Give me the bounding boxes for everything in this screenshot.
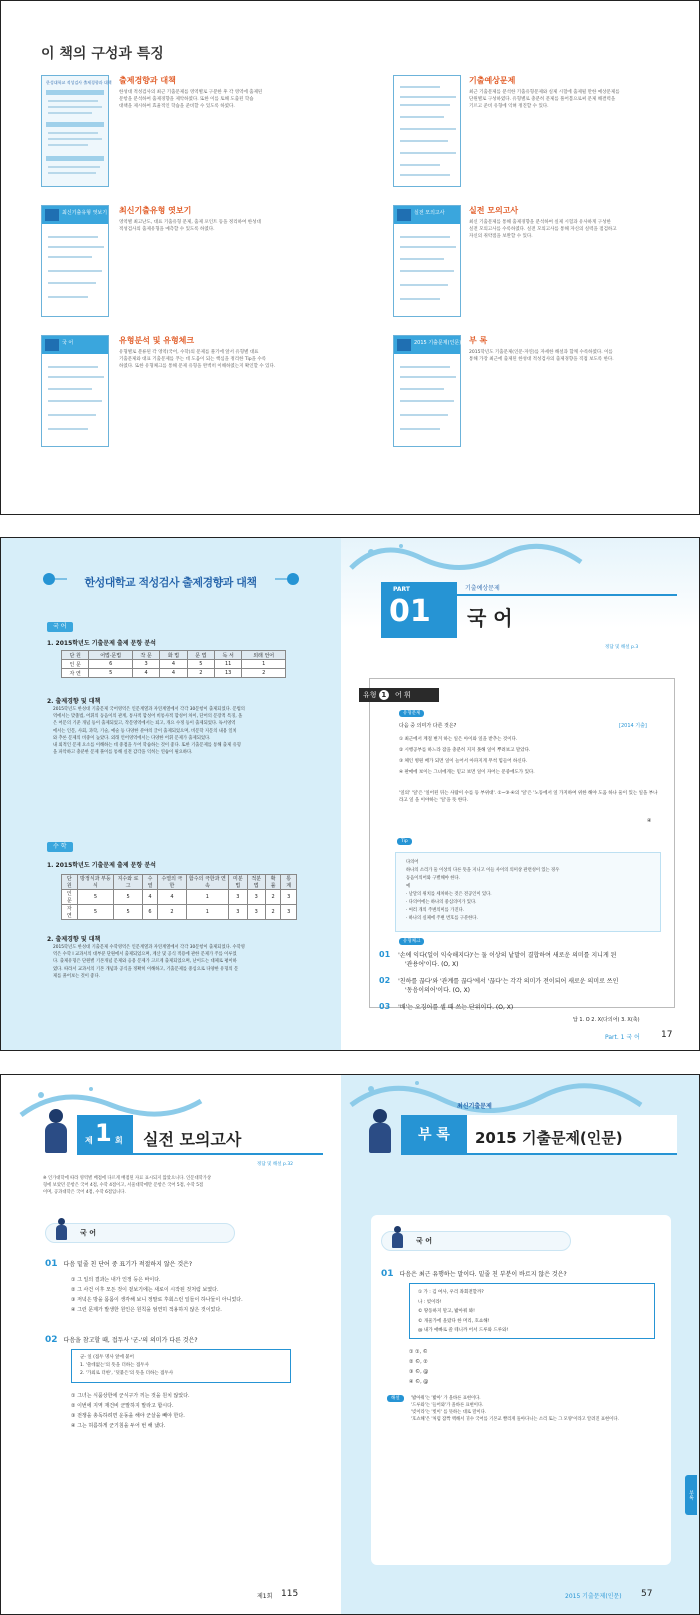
appendix-title: 2015 기출문제(인문) [475, 1129, 623, 1147]
korean-trend-text [53, 706, 303, 756]
table-cell: 적분법 [247, 875, 265, 890]
table-cell: 5 [114, 890, 142, 905]
table-cell: 4 [142, 890, 158, 905]
option-item: ④ ©, @ [409, 1379, 429, 1385]
page-number: 115 [281, 1589, 299, 1599]
ox-question-list [379, 950, 679, 1011]
feature-title: 출제경향과 대책 [119, 76, 176, 85]
notice-line: 형에 보았던 문항은 국어 4점, 수학 4점이고, 서울대학에만 문항은 국어 5점, 수학 5점 [43, 1183, 204, 1188]
text-line: 와 추론 문제의 비중이 높았다. 외래 언어영역에서는 다양한 어휘 문제가 출제되었다. [53, 735, 211, 741]
question-text: 다음 중 의미가 다른 것은? [399, 723, 457, 729]
table-cell: 2 [242, 669, 286, 678]
table-cell: 1 [242, 660, 286, 669]
ox-question: 02 '친하를 끊다'와 '관계를 끊다'에서 '끊다'는 각각 의미가 전이되어 새로운 의미로 쓰인 '동음이의어'이다. (O, X) [379, 976, 619, 994]
tip-box [395, 852, 661, 932]
table-cell: 3 [281, 890, 297, 905]
feature-thumbnail [41, 205, 109, 317]
thumbnail-caption: 한성대학교 적성검사 출제경향과 대책 [46, 80, 112, 85]
thumbnail-caption: 최신기출유형 엿보기 [62, 210, 108, 216]
ox-answers: 답 1. O 2. X(다의어) 3. X(축) [573, 1017, 640, 1023]
table-cell: 5 [89, 669, 133, 678]
table-cell: 자 연 [62, 905, 78, 920]
feature-description: 최신 기출문제를 통해 출제경향을 분석하여 실제 시험과 유사하게 구성한 실전 모의고사를 수록하였다. 실전 모의고사를 통해 자신의 실력을 점검하고 자신의 취약점을 보완할 수 있다. [469, 220, 617, 239]
feature-thumbnail [393, 75, 461, 187]
table-cell: 2 [187, 669, 214, 678]
table-cell: 2 [158, 905, 186, 920]
table-cell: 3 [229, 905, 247, 920]
option-item: ③ 전쟁을 총독하려면 운동을 해야 군살을 빼야 한다. [71, 1413, 185, 1419]
subheading: 2. 출제경향 및 대책 [47, 698, 101, 705]
box-line: © 개울가에 올랐다 한 머리, 호쇼해! [418, 1318, 490, 1324]
text-line: 2015학년도 한성대 기출문제 국어영역은 인문계열과 자연계열에서 각각 30문항이 출제되었다. 문법의 [53, 707, 245, 712]
section-chip-math: 수 학 [47, 842, 73, 852]
option-item: ① 최근에서 계절 변겨 하는 일은 아이와 일을 받추는 것이다. [399, 737, 518, 742]
table-cell: 통 계 [281, 875, 297, 890]
exam-notice [43, 1175, 293, 1196]
box-line: 2. '가외로 더한', '덧붙은'의 뜻을 더하는 접두사 [80, 1371, 174, 1376]
question-year: [2014 기출] [619, 723, 647, 729]
table-cell: 문 법 [187, 651, 214, 660]
table-cell: 함수의 극한과 연속 [186, 875, 229, 890]
section-chip-korean: 국 어 [47, 622, 73, 632]
table-cell: 4 [132, 669, 159, 678]
option-item: ④ 그는 허름하게 군기침을 두어 번 해 냈다. [71, 1423, 166, 1429]
mock-round-badge [77, 1115, 133, 1155]
question-2-reference-box [71, 1349, 291, 1383]
explanation-tag: 해설 [387, 1395, 404, 1402]
text-line: 다. 출제유형은 단원별 기본개념 문제와 응용 문제가 고르게 출제되었으며, 난이도는 대체로 평이하 [53, 959, 237, 965]
question-1: 01 다음 밑줄 친 단어 중 표기가 적절하지 않은 것은? [45, 1259, 193, 1269]
table-cell: 4 [160, 669, 187, 678]
table-cell: 인 문 [62, 660, 89, 669]
tip-line: 다의어 [406, 860, 419, 865]
table-cell: 자 연 [62, 669, 89, 678]
ox-question: 03 '배'는 오징어를 셀 때 쓰는 단위이다. (O, X) [379, 1002, 514, 1011]
feature-title: 부 록 [469, 336, 488, 345]
question-3-explanation [411, 1395, 651, 1423]
question-options [399, 734, 659, 778]
ox-question: 01 '손에 익다(일이 익숙해지다)'는 둘 이상의 낱말이 결합하여 새로운 의미를 지니게 된 '관용어'이다. (O, X) [379, 950, 617, 968]
table-cell: 1 [186, 890, 229, 905]
character-illustration [365, 1109, 395, 1157]
thumbnail-caption: 2015 기출문제(인문) [414, 340, 462, 346]
table-cell: 5 [114, 905, 142, 920]
feature-thumbnail [41, 335, 109, 447]
box-line: ① 가 : 김 여사, 우리 좌회전할까? [418, 1290, 484, 1295]
option-item: ① 그 일의 결과는 내가 인정 등은 바이다. [71, 1277, 161, 1283]
page-footer-label: 2015 기출문제(인문) [565, 1593, 622, 1600]
mock-title: 실전 모의고사 [143, 1130, 242, 1149]
table-cell: 어법·문법 [89, 651, 133, 660]
table-cell: 미분법 [229, 875, 247, 890]
table-cell: 11 [215, 660, 242, 669]
option-item: ② 그 사건 이후 모든 것이 겉보기에는 새로이 시작된 것처럼 보였다. [71, 1287, 219, 1293]
option-item: ② ©, ② [409, 1359, 428, 1365]
question-explanation: '일의' '일'은 '일어된 뒤는 사람이 수를 등 부위대'. ①~③·④의 '일'은 '노동에서 일 가지하여 위한 해야 도움 하나 둘이 있는 일을 부나라고 일 을 이야하는 '일'을 뜻 한다. [399, 791, 658, 803]
table-cell: 3 [247, 905, 265, 920]
table-cell: 3 [247, 890, 265, 905]
tip-line: · 하나의 실체에 주변 번호를 구분한다. [406, 916, 478, 921]
table-cell: 외래 언어 [242, 651, 286, 660]
feature-thumbnail [393, 335, 461, 447]
round-suffix: 회 [115, 1136, 123, 1145]
option-item: ③ 체인 병원 배가 되면 일이 늘어서 아파지게 무척 힘들어 하신다. [399, 759, 528, 764]
option-item: ③ 저녁은 방을 몸몸이 생각해 보니 정말로 후회스런 일들이 하나둘이 아니었다. [71, 1297, 243, 1303]
table-cell: 독 서 [215, 651, 242, 660]
box-line: 1. '쓸데없는'의 뜻을 더하는 접두사 [80, 1363, 149, 1368]
page-title: 이 책의 구성과 특징 [41, 46, 164, 62]
question-type-header [359, 688, 439, 702]
table-cell: 3 [229, 890, 247, 905]
box-line: © 땅동하지 말고, 밟아줘 봐! [418, 1309, 475, 1314]
subheading: 2. 출제경향 및 대책 [47, 936, 101, 943]
section-banner: 한성대학교 적성검사 출제경향과 대책 [84, 576, 257, 589]
page-footer-label: Part. 1 국 어 [605, 1034, 640, 1041]
table-cell: 3 [281, 905, 297, 920]
question-answer: ④ [647, 818, 652, 824]
feature-title: 실전 모의고사 [469, 206, 519, 215]
subheading: 1. 2015학년도 기출문제 출제 문항 분석 [47, 862, 156, 869]
answer-reference: 정답 및 해설 p.3 [605, 645, 639, 650]
table-cell: 수 열 [142, 875, 158, 890]
question-2-options [71, 1391, 331, 1431]
table-cell: 2 [265, 890, 281, 905]
explanation-line: '호쇼해'은 '처럼 잠짝 맥해서 귀수 국어를 기본교 빨리게 돌아다니는 소리 또는 그 모양'이라고 알려진 표현이다. [411, 1417, 619, 1422]
part-number: 01 [389, 594, 431, 629]
type-title: 어 휘 [395, 691, 411, 699]
table-cell: 수열의 극한 [158, 875, 186, 890]
type-label: 유형 [363, 691, 377, 699]
option-item: ④ 그런 문제가 발생한 원인은 원칙을 엄연히 적용하지 않은 것이었다. [71, 1307, 222, 1313]
table-cell: 5 [187, 660, 214, 669]
type-number: 1 [379, 690, 389, 700]
box-line: @ 내가 애빠로 쓸 테니까 어서 드루와 드루와! [418, 1328, 509, 1333]
notice-line: 이며, 공과대학은 국어 4점, 수학 6점입니다. [43, 1190, 126, 1195]
page-number: 57 [641, 1589, 653, 1599]
feature-title: 기출예상문제 [469, 76, 516, 85]
table-cell: 13 [215, 669, 242, 678]
text-line: 내 외적인 문제 요소를 이해하는 데 중점을 두어 학습하는 것이 좋다. 또한 기출문제를 통해 출제 유형 [53, 743, 241, 749]
appendix-badge: 부 록 [401, 1115, 467, 1155]
section-pill-korean [45, 1223, 235, 1243]
feature-description: 최근 기출문제를 분석한 기출유형문제와 실제 시험에 출제될 만한 예상문제를 단원별로 구성하였다. 유형별로 충분히 문제를 풀어봄으로써 문제 해결력을 기르고 준비 유형에 익혀 정진할 수 있다. [469, 90, 620, 109]
option-item: ② 이번에 지역 재건비 군말하지 말라고 합시다. [71, 1403, 174, 1409]
tag-question: 유형문제 [399, 710, 424, 717]
option-item: ① ①, © [409, 1349, 428, 1355]
table-cell: 6 [89, 660, 133, 669]
exam-trend-spread [0, 537, 700, 1051]
box-line: 군- 일 (접두 명사 앞에 붙어 [80, 1355, 135, 1360]
check-tag: 유형체크 [399, 938, 424, 945]
text-line: 에서는 인문, 사회, 과학, 기술, 예술 등 다양한 분야의 글이 출제되었으며, 비문학 지문의 내용 일치 [53, 728, 237, 734]
decorative-curls [341, 538, 699, 578]
answer-reference: 정답 및 해설 p.32 [257, 1162, 294, 1167]
table-cell: 5 [77, 905, 114, 920]
left-page [1, 1075, 341, 1614]
feature-thumbnail [393, 205, 461, 317]
feature-title: 최신기출유형 엿보기 [119, 206, 192, 215]
tip-line: 예 [406, 884, 411, 889]
feature-title: 유형분석 및 유형체크 [119, 336, 195, 345]
page-footer-label: 제1회 [257, 1593, 273, 1600]
section-label: 국 어 [416, 1237, 432, 1245]
right-page [341, 1075, 699, 1614]
round-prefix: 제 [85, 1136, 93, 1145]
option-item: ④ 판매에 보이는 그녀에게는 믿고 보면 일이 자어는 문중에도가 있다. [399, 770, 535, 775]
table-cell: 2 [265, 905, 281, 920]
tip-line: · 여러 개의 주변의미를 가진다. [406, 908, 465, 913]
notice-line: ※ 인가대학에 따라 영역별 배점에 다르게 배점된 자료 표시되지 않았으니다. 인문대학가상 [43, 1176, 212, 1181]
question-page [371, 1215, 671, 1565]
question-3-options [409, 1347, 609, 1387]
table-cell: 작 문 [132, 651, 159, 660]
section-label: 국 어 [80, 1229, 96, 1237]
box-line: 나 : 빚이라! [418, 1299, 442, 1305]
mock-exam-spread [0, 1074, 700, 1615]
table-cell: 단 원 [62, 875, 78, 890]
text-line: 을 파악하고 충분한 문제 풀이를 통해 실전 감각을 익히는 연습이 필요하다. [53, 750, 193, 756]
tip-tag: Tip [397, 838, 412, 845]
option-item: ② 시행공부를 하느라 잠을 충분히 지지 못해 일이 뿌려보고 말았다. [399, 748, 531, 753]
feature-description: 한성대 적성검사의 최근 기출문제를 영역별로 구분한 후 각 영역에 출제된 문항을 분석하여 출제경향을 제악하였다. 또한 이를 토해 도출된 학습 대책을 제시하여 효율적인 학습을 준비할 수 있도록 하였다. [119, 90, 263, 109]
text-line: 제를 풀어보는 것이 좋다. [53, 973, 100, 979]
subheading: 1. 2015학년도 기출문제 출제 문항 분석 [47, 640, 156, 647]
thumbnail-caption: 실전 모의고사 [414, 210, 445, 216]
part-title: 국 어 [467, 606, 513, 630]
table-cell: 화 법 [160, 651, 187, 660]
side-tab[interactable]: 부록 [685, 1475, 697, 1515]
table-cell: 3 [132, 660, 159, 669]
tip-line: 하나의 소리가 둘 이상의 다른 뜻을 지니고 이들 사이의 의미상 관련성이 있는 경우 [406, 868, 560, 873]
character-illustration [41, 1109, 71, 1157]
contents-overview-page [0, 0, 700, 515]
section-pill-korean [381, 1231, 571, 1251]
feature-thumbnail [41, 75, 112, 187]
table-cell: 4 [158, 890, 186, 905]
right-page [341, 538, 699, 1050]
tip-line: · 날달의 위치를 세차하는 것은 전공인이 있다. [406, 892, 492, 897]
part-label: PART [393, 586, 410, 593]
part-badge [381, 582, 457, 638]
tip-line: · 다의어에는 하나의 중심의미가 있다. [406, 900, 477, 905]
page-number: 17 [661, 1030, 673, 1040]
table-cell: 확 률 [265, 875, 281, 890]
text-line: 은 어문의 기준 개념 등이 출제되었고, 작문영역에서는 퇴고, 개요 수정 등이 출제되었다. 독서영역 [53, 721, 236, 727]
feature-description: 영역별 최고난도, 대표 기출유형 문제, 출제 포인트 등을 정리하여 한성대 적성검사의 출제유형을 예측할 수 있도록 하였다. [119, 220, 261, 232]
feature-description: 유형별로 분류된 각 영역(국어, 수학)의 문제를 풀기에 앞서 유형별 대표 기출문제와 대표 기출문제를 푸는 데 도움이 되는 핵심을 정리한 Tip을 수록 하였다. 또한 유형체크를 통해 문제 유형을 완벽히 이해하였는지 확인할 수 있다. [119, 350, 276, 369]
math-trend-text [53, 944, 303, 980]
tip-line: 동음이의어와 구별해야 한다. [406, 876, 460, 881]
korean-analysis-table [61, 650, 286, 678]
table-cell: 인 문 [62, 890, 78, 905]
table-cell: 5 [77, 890, 114, 905]
table-cell: 6 [142, 905, 158, 920]
appendix-tag: 최신기출문제 [457, 1103, 492, 1110]
round-number: 1 [95, 1119, 112, 1147]
left-page [1, 538, 341, 1050]
table-cell: 방정식과 부등식 [77, 875, 114, 890]
question-1-options [71, 1275, 331, 1315]
question-3: 01 다음은 최근 유행하는 말이다. 밑줄 친 부분이 바르지 않은 것은? [381, 1269, 567, 1279]
text-line: 역은 수학 I 교과서의 대부분 단원에서 출제되었으며, 계산 및 공식 적용에 관한 문제가 주를 이루었 [53, 952, 237, 958]
question-2: 02 다음을 참고할 때, 접두사 '군-'의 의미가 다른 것은? [45, 1335, 198, 1345]
table-cell: 4 [160, 660, 187, 669]
question-3-dialogue-box [409, 1283, 655, 1339]
explanation-line: '빚이라'는 '빗이' 를 뜻하는 대로 말이다. [411, 1410, 487, 1415]
option-item: ③ ©, @ [409, 1369, 429, 1375]
explanation-line: '드루와'는 '들어와'가 올바른 표현이다. [411, 1403, 484, 1408]
part-tag: 기출예상문제 [457, 582, 677, 596]
feature-description: 2015학년도 기출문제(인문·자연)를 자세한 해설과 함께 수록하였다. 이를 통해 가장 최근에 출제된 한성대 적성검사의 출제경향을 직접 보도록 한다. [469, 350, 614, 362]
text-line: 2015학년도 한성대 기출문제 수학영역은 인문계열과 자연계열에서 각각 30문항이 출제되었다. 수학영 [53, 945, 245, 950]
explanation-line: '밟아줘'는 '밟아' 가 올바른 표현이다. [411, 1396, 481, 1401]
math-analysis-table [61, 874, 297, 920]
text-line: 역에서는 맞춤법, 어휘의 동음이의 관계, 통사적 합성어 비통사적 합성어 차이, 단어의 문장적 특징, 올 [53, 714, 243, 720]
option-item: ① 그녀는 식품상한에 군식구가 끼는 것을 원치 않았다. [71, 1393, 190, 1399]
table-cell: 1 [186, 905, 229, 920]
thumbnail-caption: 국 어 [62, 340, 74, 346]
table-cell: 단 원 [62, 651, 89, 660]
table-cell: 지수와 로그 [114, 875, 142, 890]
text-line: 였다. 따라서 교과서의 기본 개념과 공식을 정확히 이해하고, 기출문제를 중심으로 다양한 유형의 문 [53, 966, 239, 972]
